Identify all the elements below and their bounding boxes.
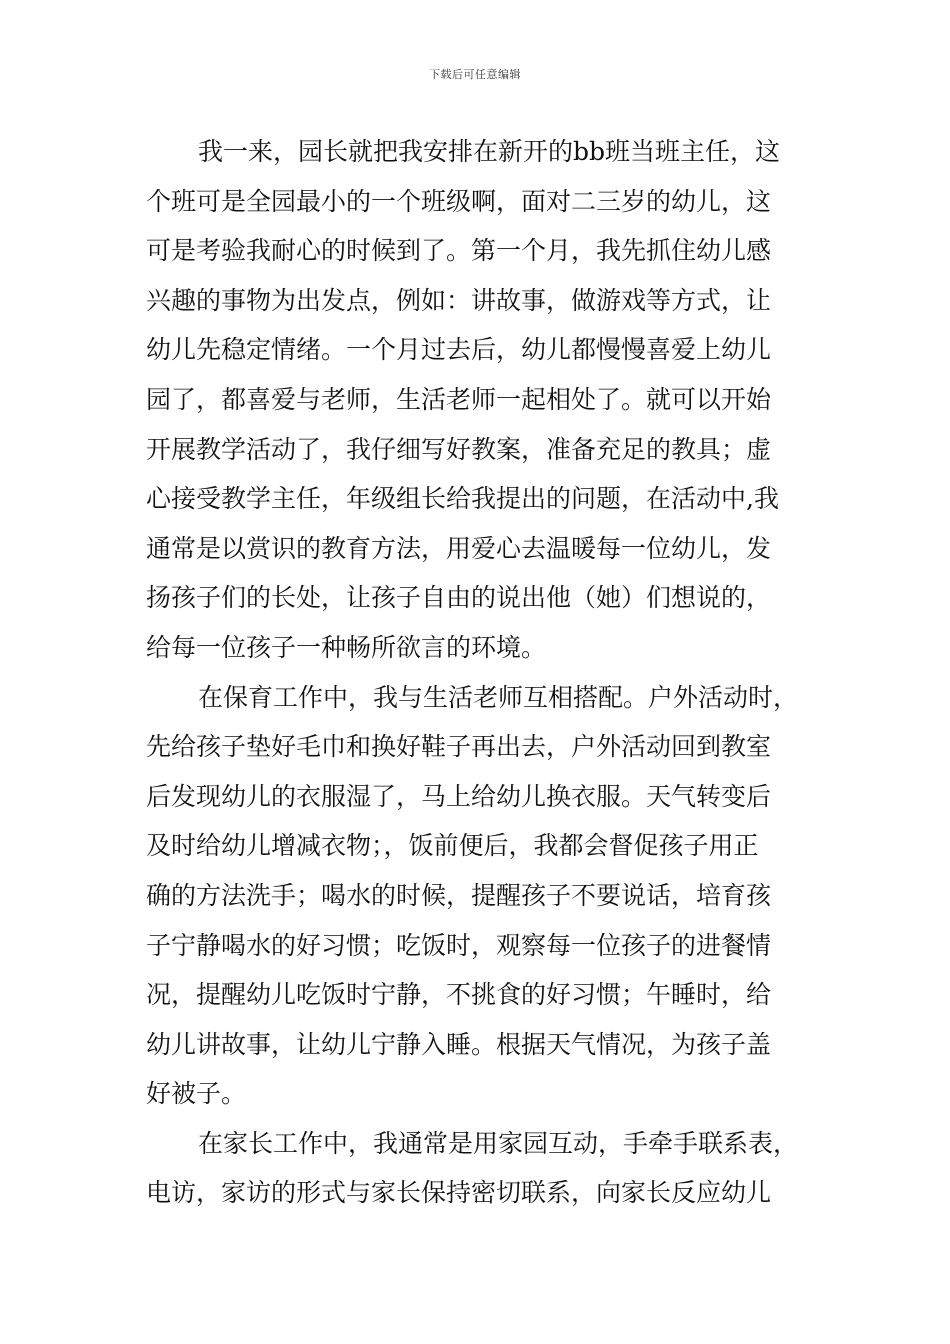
text-line: 子宁静喝水的好习惯；吃饭时，观察每一位孩子的进餐情 [146,930,772,960]
text-line: 心接受教学主任，年级组长给我提出的问题，在活动中,我 [146,484,779,514]
text-line: 好被子。 [146,1079,247,1109]
text-line: 个班可是全园最小的一个班级啊，面对二三岁的幼儿，这 [146,186,772,216]
text-line: 幼儿讲故事，让幼儿宁静入睡。根据天气情况，为孩子盖 [146,1029,772,1059]
page-header: 下载后可任意编辑 [429,68,521,81]
text-line: 开展教学活动了，我仔细写好教案，准备充足的教具；虚 [146,434,772,464]
text-line: 及时给幼儿增减衣物；，饭前便后，我都会督促孩子用正 [146,831,759,861]
text-line: 先给孩子垫好毛巾和换好鞋子再出去，户外活动回到教室 [146,732,772,762]
text-line: 确的方法洗手；喝水的时候，提醒孩子不要说话，培育孩 [146,880,772,910]
text-line: 幼儿先稳定情绪。一个月过去后，幼儿都慢慢喜爱上幼儿 [146,335,772,365]
text-line: 后发现幼儿的衣服湿了，马上给幼儿换衣服。天气转变后 [146,781,772,811]
text-line: 给每一位孩子一种畅所欲言的环境。 [146,632,547,662]
paragraph-2 [146,673,822,1119]
paragraph-1 [146,127,822,673]
text-line: 可是考验我耐心的时候到了。第一个月，我先抓住幼儿感 [146,236,772,266]
text-line: 在保育工作中，我与生活老师互相搭配。户外活动时， [198,682,799,712]
text-line: 兴趣的事物为出发点，例如：讲故事，做游戏等方式，让 [146,285,772,315]
text-line: 况，提醒幼儿吃饭时宁静，不挑食的好习惯；午睡时，给 [146,980,772,1010]
text-line: 园了，都喜爱与老师，生活老师一起相处了。就可以开始 [146,384,772,414]
paragraph-3 [146,1119,822,1218]
text-line: 扬孩子们的长处，让孩子自由的说出他（她）们想说的， [146,583,772,613]
text-line: 我一来，园长就把我安排在新开的bb班当班主任，这 [198,137,781,166]
text-line: 在家长工作中，我通常是用家园互动，手牵手联系表， [198,1128,799,1158]
body-text [146,127,822,1218]
text-line: 通常是以赏识的教育方法，用爱心去温暖每一位幼儿，发 [146,533,772,563]
text-line: 电访，家访的形式与家长保持密切联系，向家长反应幼儿 [146,1178,772,1208]
